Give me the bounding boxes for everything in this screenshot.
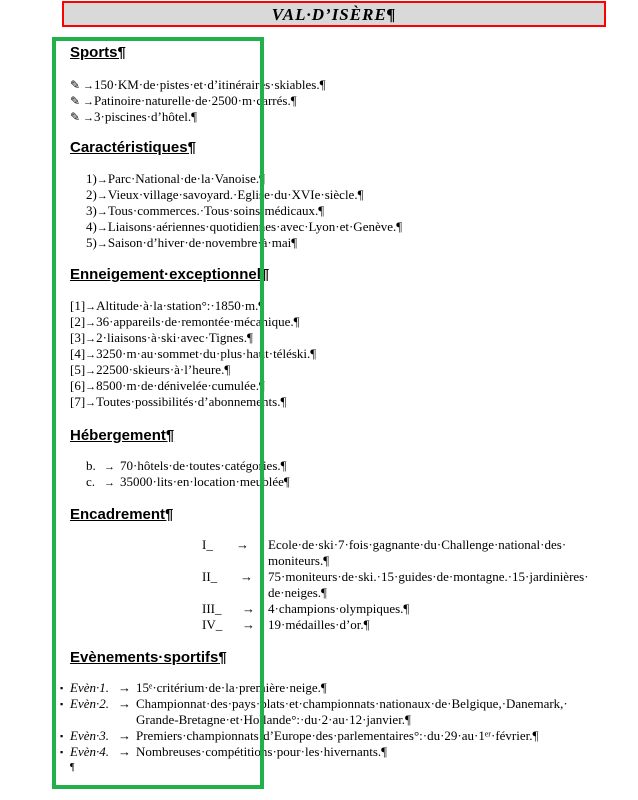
item-text: Grande-Bretagne·et·Hollande°:·du·2·au·12·janvier.¶ [136,712,411,727]
list-item [70,314,300,331]
item-number: [5] [70,362,86,377]
heading-caracteristiques [70,139,196,157]
heading-text: Evènements·sportifs [70,649,219,666]
roman-number: II_ [202,569,218,584]
item-number: [2] [70,314,86,329]
tab-arrow: → [85,365,97,377]
event-label: Evèn·1. [70,680,109,695]
list-item [70,394,286,411]
event-label: Evèn·2. [70,696,109,711]
item-text: 70·hôtels·de·toutes·catégories.¶ [120,458,287,473]
heading-text: Hébergement [70,427,166,444]
list-item [70,362,230,379]
bullet-icon: ▪ [60,683,64,693]
list-item [86,474,290,491]
item-text: Saison·d’hiver·de·novembre·à·mai¶ [107,235,298,250]
list-item [86,187,363,204]
roman-number: I_ [202,537,213,552]
item-number: 1) [86,171,97,186]
pilcrow-mark: ¶ [260,266,270,283]
tab-arrow: → [236,537,249,552]
tab-arrow: → [85,349,97,361]
item-number: [3] [70,330,86,345]
item-letter: c. [86,474,96,489]
item-number: 3) [86,203,97,218]
tab-arrow: → [242,617,255,632]
heading-text: Sports [70,44,118,61]
list-item [70,77,326,94]
event-label: Evèn·4. [70,744,109,759]
pencil-icon: ✎ [70,78,81,92]
list-item [70,330,253,347]
tab-arrow: → [96,238,108,250]
bullet-icon: ▪ [60,699,64,709]
item-text: 36·appareils·de·remontée·mécanique.¶ [96,314,300,329]
tab-arrow: → [85,317,97,329]
item-text: 4·champions·olympiques.¶ [268,601,410,616]
heading-sports [70,44,126,62]
tab-arrow: → [118,728,131,743]
item-text: 22500·skieurs·à·l’heure.¶ [96,362,231,377]
item-text: Premiers·championnats·d’Europe·des·parlementaires°:·du·29·au·1ᵉʳ·février.¶ [136,728,539,743]
item-text: 8500·m·de·dénivelée·cumulée.¶ [96,378,265,393]
tab-arrow: → [83,96,94,108]
tab-arrow: → [96,206,108,218]
pilcrow-mark: ¶ [187,139,196,156]
tab-arrow: → [118,696,131,711]
heading-enneigement [70,266,269,284]
item-text: Ecole·de·ski·7·fois·gagnante·du·Challenge·national·des· [268,537,567,552]
tab-arrow: → [104,461,115,473]
item-text: Vieux·village·savoyard.·Eglise·du·XVIe·siècle.¶ [107,187,364,202]
pilcrow-mark: ¶ [117,44,126,61]
tab-arrow: → [85,397,97,409]
list-item [70,378,265,395]
list-item [86,235,297,252]
list-item [86,458,287,475]
document-title: VAL·D’ISÈRE¶ [271,5,397,24]
item-text: Liaisons·aériennes·quotidiennes·avec·Lyon·et·Genève.¶ [107,219,403,234]
item-text: moniteurs.¶ [268,553,330,568]
pilcrow-mark: ¶ [165,427,175,444]
list-item [70,109,197,126]
item-number: 4) [86,219,97,234]
heading-encadrement [70,506,173,524]
pilcrow-mark: ¶ [218,649,227,666]
roman-number: IV_ [202,617,223,632]
roman-number: III_ [202,601,222,616]
list-item [70,93,297,110]
event-label: Evèn·3. [70,728,109,743]
tab-arrow: → [104,477,115,489]
list-item [86,171,265,188]
tab-arrow: → [85,333,97,345]
bullet-icon: ▪ [60,747,64,757]
item-text: Nombreuses·compétitions·pour·les·hivernants.¶ [136,744,388,759]
tab-arrow: → [96,190,108,202]
item-text: Parc·National·de·la·Vanoise.¶ [107,171,265,186]
tab-arrow: → [118,744,131,759]
item-text: 2·liaisons·à·ski·avec·Tignes.¶ [96,330,253,345]
tab-arrow: → [118,680,131,695]
pilcrow-mark: ¶ [70,762,75,773]
item-number: 5) [86,235,97,250]
item-number: [4] [70,346,86,361]
list-item [70,346,316,363]
item-text: Toutes·possibilités·d’abonnements.¶ [96,394,287,409]
item-text: Championnat·des·pays·plats·et·championnats·nationaux·de·Belgique,·Danemark,· [136,696,568,711]
list-item [86,219,402,236]
tab-arrow: → [85,381,97,393]
pencil-icon: ✎ [70,94,81,108]
tab-arrow: → [242,601,255,616]
item-text: 3·piscines·d’hôtel.¶ [94,109,198,124]
bullet-icon: ▪ [60,731,64,741]
heading-evenements [70,649,227,667]
item-number: 2) [86,187,97,202]
heading-text: Caractéristiques [70,139,188,156]
item-text: 19·médailles·d’or.¶ [268,617,370,632]
tab-arrow: → [85,301,97,313]
pilcrow-mark: ¶ [165,506,174,523]
tab-arrow: → [83,112,94,124]
item-text: Tous·commerces.·Tous·soins·médicaux.¶ [107,203,325,218]
document-title-box [62,1,606,27]
pencil-icon: ✎ [70,110,81,124]
item-number: [7] [70,394,86,409]
item-text: 3250·m·au·sommet·du·plus·haut·téléski.¶ [96,346,317,361]
item-text: de·neiges.¶ [268,585,327,600]
item-text: Altitude·à·la·station°:·1850·m.¶ [96,298,265,313]
item-text: 75·moniteurs·de·ski.·15·guides·de·montagne.·15·jardinières· [268,569,589,584]
tab-arrow: → [83,80,94,92]
heading-text: Enneigement·exceptionnel [70,266,261,283]
heading-hebergement [70,427,174,445]
tab-arrow: → [96,222,108,234]
item-text: Patinoire·naturelle·de·2500·m·carrés.¶ [94,93,297,108]
list-item [70,298,264,315]
item-text: 15ᵉ·critérium·de·la·première·neige.¶ [136,680,327,695]
item-number: [6] [70,378,86,393]
item-text: 150·KM·de·pistes·et·d’itinéraires·skiables.¶ [94,77,326,92]
item-number: [1] [70,298,86,313]
tab-arrow: → [96,174,108,186]
item-letter: b. [86,458,96,473]
heading-text: Encadrement [70,506,166,523]
tab-arrow: → [240,569,253,584]
list-item [86,203,324,220]
item-text: 35000·lits·en·location·meublée¶ [120,474,290,489]
